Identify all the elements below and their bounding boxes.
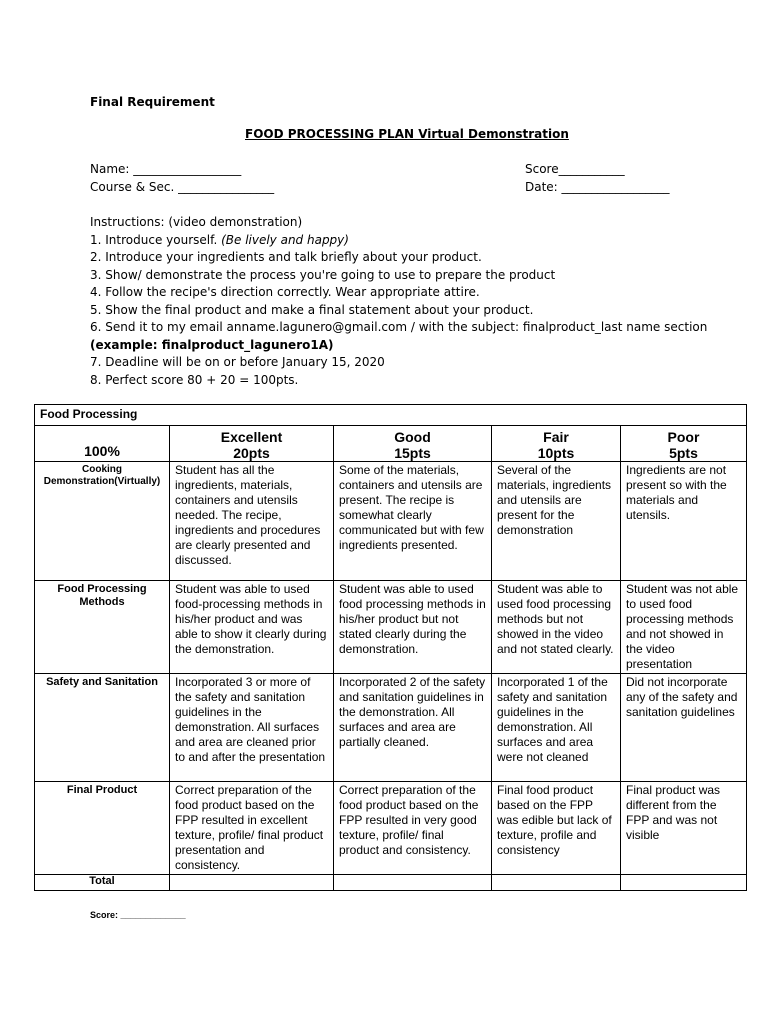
criterion-cooking-demonstration: Cooking Demonstration(Virtually) — [35, 462, 170, 581]
rubric-cell: Student was not able to used food processing methods and not showed in the video presentation — [621, 581, 747, 674]
instruction-item-3: 3. Show/ demonstrate the process you're going to use to prepare the product — [90, 267, 556, 282]
rubric-cell: Final food product based on the FPP was edible but lack of texture, profile and consistency — [492, 782, 621, 875]
criterion-final-product: Final Product — [35, 782, 170, 875]
level-name: Fair — [543, 429, 569, 445]
rubric-cell: Student was able to used food processing methods in his/her product but not stated clearly during the demonstration. — [334, 581, 492, 674]
total-cell-poor — [621, 875, 747, 891]
rubric-cell: Incorporated 3 or more of the safety and sanitation guidelines in the demonstration. All surfaces and area are cleaned prior to and after the presentation — [170, 674, 334, 782]
table-row — [35, 462, 747, 581]
level-name: Excellent — [220, 429, 283, 445]
level-header-fair — [492, 426, 621, 462]
instruction-item-6: 6. Send it to my email anname.lagunero@gmail.com / with the subject: finalproduct_last name section — [90, 320, 708, 334]
instruction-item-1 — [90, 232, 707, 250]
instruction-item-8: 8. Perfect score 80 + 20 = 100pts. — [90, 372, 299, 387]
instruction-item-1-text: 1. Introduce yourself. — [90, 232, 222, 247]
total-label: Total — [35, 875, 170, 891]
plan-title: FOOD PROCESSING PLAN Virtual Demonstration — [245, 127, 569, 141]
instructions — [90, 214, 707, 389]
footer-score-line: Score: _____________ — [90, 910, 186, 920]
rubric-cell: Did not incorporate any of the safety and sanitation guidelines — [621, 674, 747, 782]
instruction-example: (example: finalproduct_lagunero1A) — [90, 337, 334, 352]
rubric-percent: 100% — [35, 426, 170, 462]
requirement-title: Final Requirement — [90, 95, 215, 109]
table-row — [35, 782, 747, 875]
score-field: Score___________ — [525, 162, 625, 176]
rubric-cell: Correct preparation of the food product based on the FPP resulted in very good texture, profile/ final product and consistency. — [334, 782, 492, 875]
date-field: Date: __________________ — [525, 180, 670, 194]
criterion-food-processing-methods: Food Processing Methods — [35, 581, 170, 674]
rubric-cell: Student was able to used food processing methods but not showed in the video and not stated clearly. — [492, 581, 621, 674]
rubric-cell: Several of the materials, ingredients and utensils are present for the demonstration — [492, 462, 621, 581]
instructions-heading: Instructions: (video demonstration) — [90, 215, 303, 229]
level-name: Good — [394, 429, 431, 445]
instruction-item-4: 4. Follow the recipe's direction correctly. Wear appropriate attire. — [90, 285, 480, 299]
rubric-cell: Incorporated 1 of the safety and sanitation guidelines in the demonstration. All surfaces and area were not cleaned — [492, 674, 621, 782]
level-points: 20pts — [233, 445, 270, 461]
total-cell-fair — [492, 875, 621, 891]
level-points: 15pts — [394, 445, 431, 461]
total-cell-good — [334, 875, 492, 891]
rubric-cell: Student was able to used food-processing methods in his/her product and was able to show it clearly during the demonstration. — [170, 581, 334, 674]
level-header-excellent — [170, 426, 334, 462]
rubric-cell: Ingredients are not present so with the materials and utensils. — [621, 462, 747, 581]
instruction-item-1-italic: (Be lively and happy) — [221, 232, 349, 247]
instruction-item-7: 7. Deadline will be on or before January 15, 2020 — [90, 355, 385, 369]
level-header-poor — [621, 426, 747, 462]
rubric-cell: Student has all the ingredients, materials, containers and utensils needed. The recipe, ingredients and procedures are clearly presented and discussed. — [170, 462, 334, 581]
rubric-title: Food Processing — [35, 405, 747, 426]
instruction-item-5: 5. Show the final product and make a final statement about your product. — [90, 302, 534, 317]
level-name: Poor — [667, 429, 700, 445]
instruction-item-2: 2. Introduce your ingredients and talk briefly about your product. — [90, 250, 482, 264]
rubric-cell: Final product was different from the FPP and was not visible — [621, 782, 747, 875]
rubric-cell: Incorporated 2 of the safety and sanitation guidelines in the demonstration. All surfaces and area are partially cleaned. — [334, 674, 492, 782]
name-field: Name: __________________ — [90, 162, 242, 176]
rubric-table — [34, 404, 747, 891]
rubric-cell: Correct preparation of the food product based on the FPP resulted in excellent texture, profile/ final product presentation and consistency. — [170, 782, 334, 875]
level-header-good — [334, 426, 492, 462]
total-cell-excellent — [170, 875, 334, 891]
level-points: 5pts — [669, 445, 698, 461]
level-points: 10pts — [537, 445, 575, 461]
total-row — [35, 875, 747, 891]
criterion-safety-and-sanitation: Safety and Sanitation — [35, 674, 170, 782]
course-field: Course & Sec. ________________ — [90, 180, 275, 194]
table-row — [35, 674, 747, 782]
rubric-cell: Some of the materials, containers and utensils are present. The recipe is somewhat clearly communicated but with few ingredients presented. — [334, 462, 492, 581]
table-row — [35, 581, 747, 674]
